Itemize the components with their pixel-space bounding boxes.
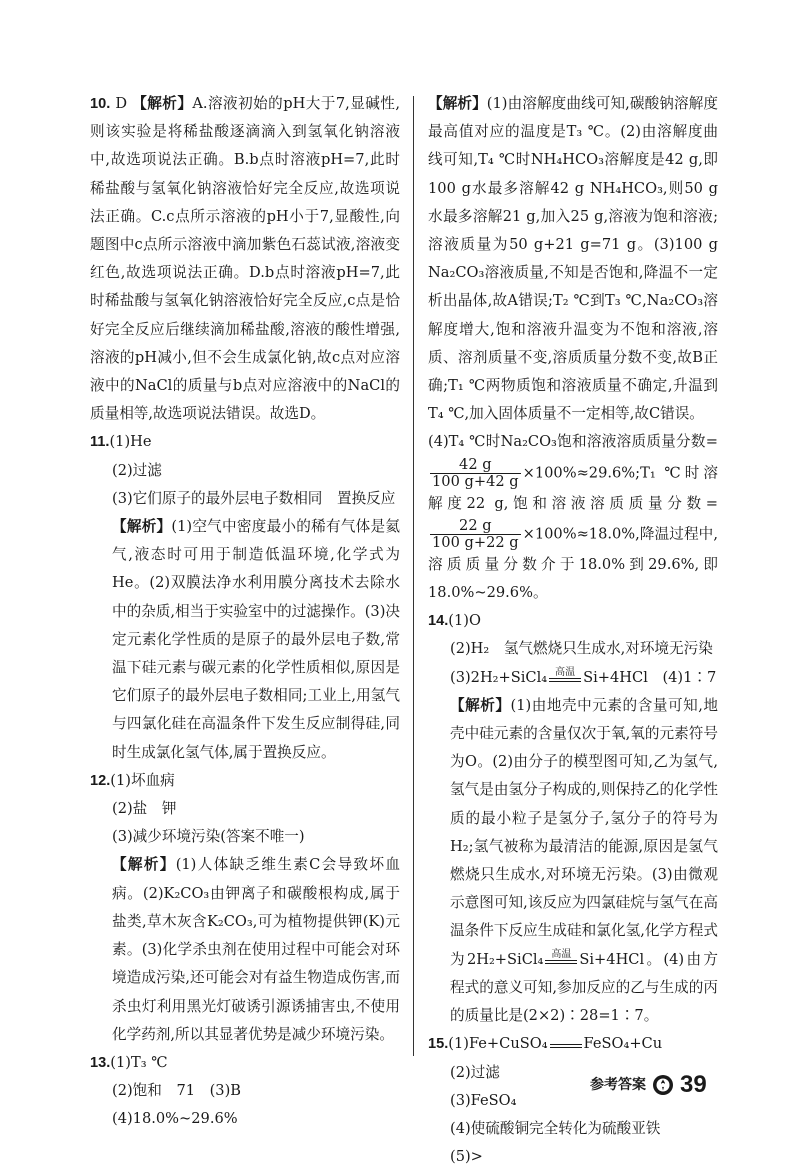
q14-answer-1 <box>428 607 718 635</box>
q10-analysis-text: A.溶液初始的pH大于7,显碱性,则该实验是将稀盐酸逐滴滴入到氢氧化钠溶液中,故选项说法正确。B.b点时溶液pH=7,此时稀盐酸与氢氧化钠溶液恰好完全反应,故选项说法正确。C.c点所示溶液的pH小于7,显酸性,向题图中c点所示溶液中滴加紫色石蕊试液,溶液变红色,故选项说法正确。D.b点时溶液pH=7,此时稀盐酸与氢氧化钠溶液恰好完全反应,c点是恰好完全反应后继续滴加稀盐酸,溶液的酸性增强,溶液的pH减小,但不会生成氯化钠,故c点对应溶液中的NaCl的质量与b点对应溶液中的NaCl的质量相等,故选项说法错误。故选D。 <box>90 95 400 423</box>
equals-bar-2 <box>545 960 577 964</box>
equals-bar <box>549 678 581 682</box>
q14-analysis-text-1: (1)由地壳中元素的含量可知,地壳中硅元素的含量仅次于氧,氧的元素符号为O。(2)由分子的模型图可知,乙为氢气,氢气是由氢分子构成的,则保持乙的化学性质的最小粒子是氢分子,氢分子的符号为H₂;氢气被称为最清洁的能源,原因是氢气燃烧只生成水,对环境无污染。(3)由微观示意图可知,该反应为四氯硅烷与氢气在高温条件下反应生成硅和氯化氢,化学方程式为2H₂+SiCl₄ <box>450 696 718 968</box>
reaction-condition: 高温 <box>555 666 576 678</box>
left-column <box>90 90 400 1134</box>
fraction-2-denominator: 100 g+22 g <box>432 533 519 551</box>
q12-answer-1 <box>90 767 400 795</box>
q14-a3-products: Si+4HCl (4)1∶7 <box>583 668 717 686</box>
q11-analysis-tag: 【解析】 <box>112 518 172 536</box>
q11-answer-1 <box>90 428 400 456</box>
q11-answer-2: (2)过滤 <box>112 461 162 479</box>
q15-a1-reactants: (1)Fe+CuSO₄ <box>448 1035 548 1053</box>
q11-analysis <box>90 513 400 767</box>
reaction-equals <box>550 1033 582 1055</box>
q12-a1: (1)坏血病 <box>110 771 175 789</box>
q13-answer-1 <box>90 1049 400 1077</box>
q13-part4-tail: ×100%≈18.0%,降温过程中,溶质质量分数介于18.0%到29.6%,即18.0%~29.6%。 <box>428 525 718 602</box>
q14-a3-reactants: (3)2H₂+SiCl₄ <box>450 668 548 686</box>
fraction-1-numerator: 42 g <box>430 457 521 474</box>
q14-answer-3 <box>428 664 718 692</box>
q13-number: 13. <box>90 1054 111 1071</box>
q15-answer-1 <box>428 1030 718 1058</box>
fraction-1-denominator: 100 g+42 g <box>432 472 519 490</box>
reaction-arrow-high-temp <box>549 667 581 689</box>
q12-analysis-tag: 【解析】 <box>112 856 176 874</box>
q11-a1: (1)He <box>109 433 152 451</box>
q13-analysis-part4 <box>428 428 718 607</box>
q13-answer-2: (2)饱和 71 (3)B <box>112 1082 242 1100</box>
q14-analysis-tag: 【解析】 <box>450 696 511 714</box>
badge-icon <box>652 1074 674 1096</box>
q13-analysis-text: (1)由溶解度曲线可知,碳酸钠溶解度最高值对应的温度是T₃ ℃。(2)由溶解度曲线可知,T₄ ℃时NH₄HCO₃溶解度是42 g,即100 g水最多溶解42 g NH₄HCO₃,则50 g水最多溶解21 g,加入25 g,溶液为饱和溶液;溶液质量为50 g+21 g=71 g。(3)100 g Na₂CO₃溶液质量,不知是否饱和,降温不一定析出晶体,故A错误;T₂ ℃到T₃ ℃,Na₂CO₃溶解度增大,饱和溶液升温变为不饱和溶液,溶质、溶剂质量不变,溶质质量分数不变,故B正确;T₁ ℃两物质饱和溶液质量不确定,升温到T₄ ℃,加入固体质量不一定相等,故C错误。 <box>428 95 718 423</box>
q11-analysis-text: (1)空气中密度最小的稀有气体是氦气,液态时可用于制造低温环境,化学式为He。(2)双膜法净水利用膜分离技术去除水中的杂质,相当于实验室中的过滤操作。(3)决定元素化学性质的是原子的最外层电子数,常温下硅元素与碳元素的化学性质相似,原因是它们原子的最外层电子数相同;工业上,用氢气与四氯化硅在高温条件下发生反应制得硅,同时生成氯化氢气体,属于置换反应。 <box>112 518 401 761</box>
page-number: 39 <box>680 1070 707 1098</box>
q13-part4-middle: ×100%≈29.6%;T₁ ℃时溶解度22 g,饱和溶液溶质质量分数= <box>428 464 718 512</box>
q12-analysis-text: (1)人体缺乏维生素C会导致坏血病。(2)K₂CO₃由钾离子和碳酸根构成,属于盐类,草木灰含K₂CO₃,可为植物提供钾(K)元素。(3)化学杀虫剂在使用过程中可能会对环境造成污染,还可能会对有益生物造成伤害,而杀虫灯利用黑光灯破诱引源诱捕害虫,不使用化学药剂,所以其显著优势是减少环境污染。 <box>112 856 400 1043</box>
q10-block <box>90 90 400 428</box>
q14-a1: (1)O <box>448 612 481 630</box>
q14-number: 14. <box>428 613 449 630</box>
q15-answer-3: (3)FeSO₄ <box>450 1091 517 1109</box>
q12-answer-3: (3)减少环境污染(答案不唯一) <box>112 828 305 846</box>
q10-number: 10. <box>90 96 111 112</box>
footer-label: 参考答案 <box>590 1076 646 1093</box>
page-footer <box>590 1068 707 1102</box>
right-column <box>428 90 718 1171</box>
fraction-1 <box>430 457 521 490</box>
q13-part4-lead: (4)T₄ ℃时Na₂CO₃饱和溶液溶质质量分数= <box>428 433 718 451</box>
q15-number: 15. <box>428 1036 449 1053</box>
q13-a1: (1)T₃ ℃ <box>110 1053 168 1071</box>
reaction-equals-spacer <box>550 1033 582 1044</box>
q12-number: 12. <box>90 772 111 789</box>
q12-analysis <box>90 851 400 1048</box>
q11-number: 11. <box>90 434 110 451</box>
q13-analysis-tag: 【解析】 <box>428 95 487 112</box>
q10-answer: D <box>115 95 128 112</box>
fraction-2-numerator: 22 g <box>430 518 521 535</box>
column-divider <box>413 96 414 1056</box>
q13-analysis <box>428 90 718 428</box>
q15-answer-2: (2)过滤 <box>450 1063 500 1081</box>
q10-analysis-tag: 【解析】 <box>132 95 193 112</box>
q14-analysis <box>428 692 718 1030</box>
reaction-arrow-high-temp-2 <box>545 949 577 971</box>
q14-analysis-text-2: Si+4HCl。(4)由方程式的意义可知,参加反应的乙与生成的丙的质量比是(2×2)∶28=1∶7。 <box>450 950 718 1025</box>
equals-bar-3 <box>550 1044 582 1048</box>
q15-answer-5: (5)> <box>450 1148 483 1166</box>
q13-answer-3: (4)18.0%~29.6% <box>112 1110 238 1128</box>
q14-answer-2: (2)H₂ 氢气燃烧只生成水,对环境无污染 <box>450 640 713 658</box>
reaction-condition-2: 高温 <box>551 948 572 960</box>
q12-answer-2: (2)盐 钾 <box>112 800 177 818</box>
fraction-2 <box>430 518 521 551</box>
q11-answer-3: (3)它们原子的最外层电子数相同 置换反应 <box>112 489 396 507</box>
q15-answer-4: (4)使硫酸铜完全转化为硫酸亚铁 <box>450 1119 661 1137</box>
q15-a1-products: FeSO₄+Cu <box>583 1035 663 1053</box>
